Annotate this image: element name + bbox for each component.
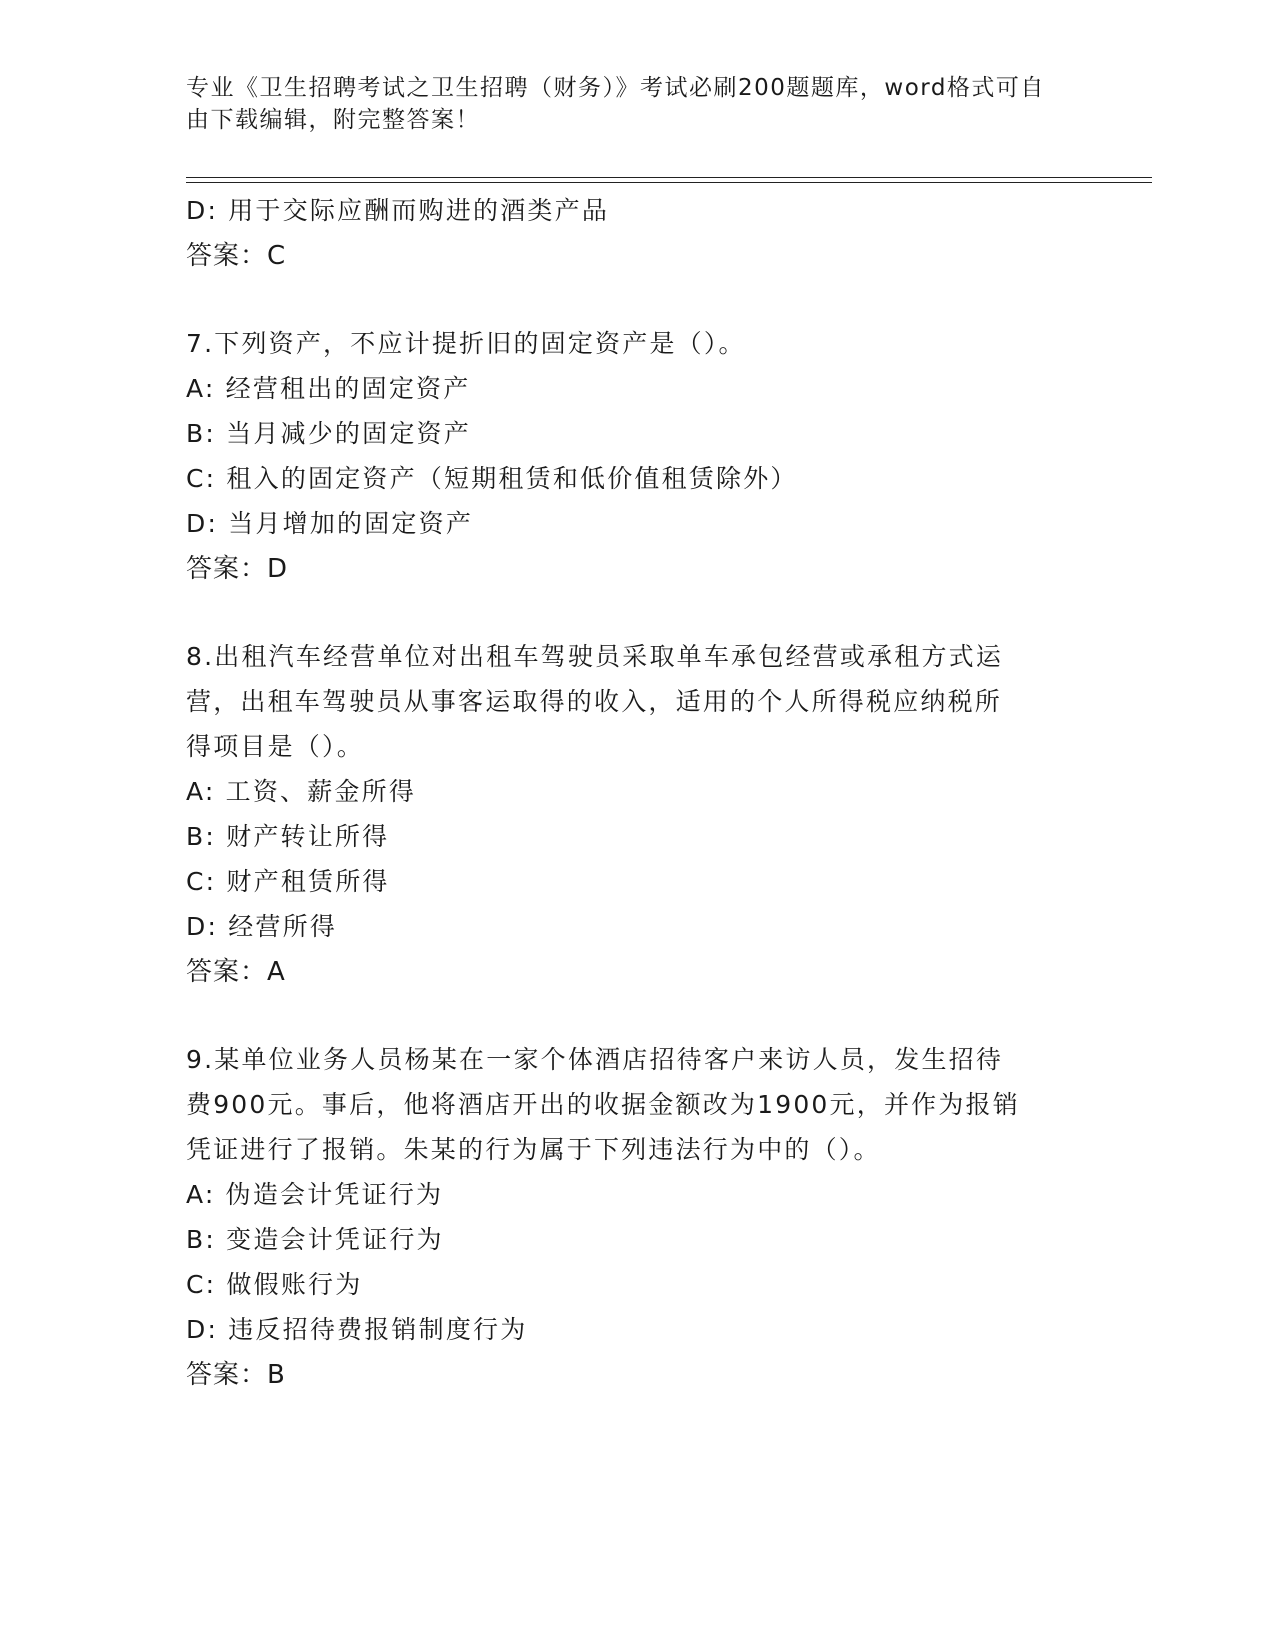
document-header [186,72,1066,136]
header-line-2: 由下载编辑，附完整答案！ [186,107,480,133]
question-9 [186,1037,1086,1398]
question-text-line: 得项目是（）。 [186,732,364,761]
question-text-line: 凭证进行了报销。朱某的行为属于下列违法行为中的（）。 [186,1135,881,1164]
question-text-line: 费900元。事后，他将酒店开出的收据金额改为1900元，并作为报销 [186,1090,1020,1119]
header-divider-bottom [186,182,1152,183]
document-body [186,188,1086,1398]
option-b: B: 财产转让所得 [186,822,390,851]
question-text-line: 9.某单位业务人员杨某在一家个体酒店招待客户来访人员，发生招待 [186,1045,1004,1074]
question-text-line: 营，出租车驾驶员从事客运取得的收入，适用的个人所得税应纳税所 [186,687,1003,716]
option-c: C: 租入的固定资产（短期租赁和低价值租赁除外） [186,464,798,493]
answer-line: 答案：D [186,554,289,584]
spacer [186,279,1086,321]
option-d: D: 违反招待费报销制度行为 [186,1315,528,1344]
answer-line: 答案：B [186,1360,286,1390]
question-8 [186,634,1086,995]
option-b: B: 当月减少的固定资产 [186,419,471,448]
previous-question [186,188,1086,279]
option-d: D: 用于交际应酬而购进的酒类产品 [186,196,610,225]
header-line-1: 专业《卫生招聘考试之卫生招聘（财务）》考试必刷200题题库，word格式可自 [186,75,1045,101]
spacer [186,592,1086,634]
header-divider-top [186,177,1152,178]
option-d: D: 当月增加的固定资产 [186,509,474,538]
answer-line: 答案：C [186,241,287,271]
answer-line: 答案：A [186,957,286,987]
option-a: A: 工资、薪金所得 [186,777,417,806]
option-a: A: 经营租出的固定资产 [186,374,471,403]
option-c: C: 财产租赁所得 [186,867,390,896]
question-7 [186,321,1086,592]
option-b: B: 变造会计凭证行为 [186,1225,444,1254]
option-d: D: 经营所得 [186,912,338,941]
option-c: C: 做假账行为 [186,1270,363,1299]
spacer [186,995,1086,1037]
option-a: A: 伪造会计凭证行为 [186,1180,444,1209]
question-text-line: 7.下列资产，不应计提折旧的固定资产是（）。 [186,329,746,358]
question-text-line: 8.出租汽车经营单位对出租车驾驶员采取单车承包经营或承租方式运 [186,642,1004,671]
